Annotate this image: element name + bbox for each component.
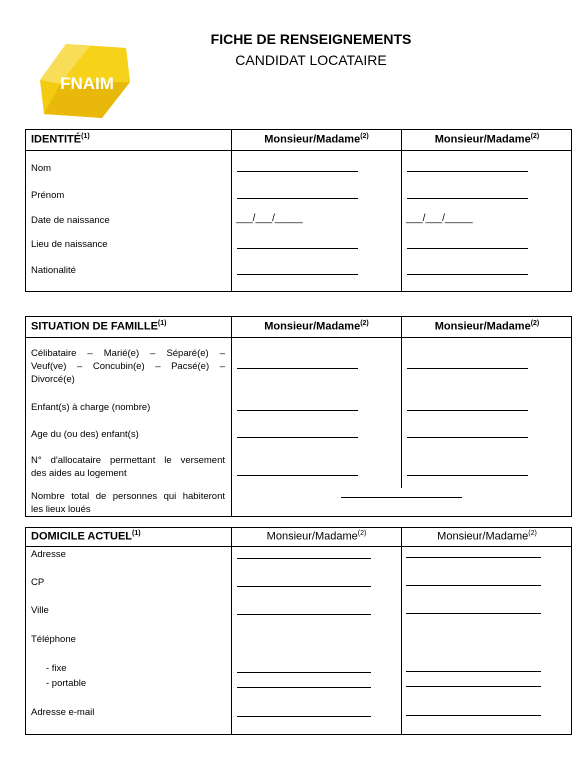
adresse-label: Adresse	[31, 549, 66, 560]
identite-section	[25, 129, 572, 292]
email-field-1[interactable]	[237, 716, 371, 717]
ville-field-2[interactable]	[406, 613, 541, 614]
total-personnes-label-line-1: Nombre total de personnes qui habiteront	[31, 491, 225, 502]
cp-label: CP	[31, 577, 45, 588]
total-personnes-field[interactable]	[341, 497, 462, 498]
fixe-field-2[interactable]	[406, 671, 541, 672]
famille-col-2-header: Monsieur/Madame$^{(2)}$	[434, 320, 540, 333]
lieu-naissance-field-2[interactable]	[407, 248, 528, 249]
fnaim-logo	[30, 40, 134, 122]
prenom-label: Prénom	[31, 190, 65, 201]
adresse-field-2[interactable]	[406, 557, 541, 558]
domicile-col-1-header: Monsieur/Madame$^{(2)}$	[266, 530, 367, 543]
identite-col-1-header: Monsieur/Madame$^{(2)}$	[264, 133, 369, 146]
lieu-naissance-field-1[interactable]	[237, 248, 358, 249]
prenom-field-2[interactable]	[407, 198, 528, 199]
allocataire-label-line-2: des aides au logement	[31, 468, 127, 479]
fixe-label: - fixe	[46, 663, 67, 674]
portable-field-1[interactable]	[237, 687, 371, 688]
age-enfants-field-2[interactable]	[407, 437, 528, 438]
famille-title: SITUATION DE FAMILLE$^{(1)}$	[31, 320, 167, 333]
enfants-field-2[interactable]	[407, 410, 528, 411]
date-naissance-label: Date de naissance	[31, 215, 110, 226]
domicile-col-2-header: Monsieur/Madame$^{(2)}$	[437, 530, 537, 543]
famille-col-1-header: Monsieur/Madame$^{(2)}$	[264, 320, 369, 333]
date-naissance-field-2[interactable]: ___/___/_____	[406, 213, 473, 224]
total-personnes-label-line-2: les lieux loués	[31, 504, 91, 515]
enfants-field-1[interactable]	[237, 410, 358, 411]
situation-status-line-1: Célibataire – Marié(e) – Séparé(e) –	[31, 348, 225, 359]
nationalite-field-1[interactable]	[237, 274, 358, 275]
nationalite-label: Nationalité	[31, 265, 76, 276]
adresse-field-1[interactable]	[237, 558, 371, 559]
allocataire-field-2[interactable]	[407, 475, 528, 476]
nom-field-2[interactable]	[407, 171, 528, 172]
cp-field-2[interactable]	[406, 585, 541, 586]
email-label: Adresse e-mail	[31, 707, 95, 718]
situation-field-1[interactable]	[237, 368, 358, 369]
situation-status-line-3: Divorcé(e)	[31, 374, 75, 385]
prenom-field-1[interactable]	[237, 198, 358, 199]
portable-label: - portable	[46, 678, 87, 689]
ville-label: Ville	[31, 605, 49, 616]
svg-text:FNAIM: FNAIM	[60, 74, 114, 93]
fixe-field-1[interactable]	[237, 672, 371, 673]
ville-field-1[interactable]	[237, 614, 371, 615]
cp-field-1[interactable]	[237, 586, 371, 587]
allocataire-field-1[interactable]	[237, 475, 358, 476]
identite-col-2-header: Monsieur/Madame$^{(2)}$	[434, 133, 540, 146]
form-title: FICHE DE RENSEIGNEMENTS	[210, 31, 412, 47]
age-enfants-field-1[interactable]	[237, 437, 358, 438]
nom-field-1[interactable]	[237, 171, 358, 172]
identite-title: IDENTITÉ$^{(1)}$	[31, 133, 90, 146]
enfants-label: Enfant(s) à charge (nombre)	[31, 402, 151, 413]
lieu-naissance-label: Lieu de naissance	[31, 239, 108, 250]
email-field-2[interactable]	[406, 715, 541, 716]
portable-field-2[interactable]	[406, 686, 541, 687]
nationalite-field-2[interactable]	[407, 274, 528, 275]
form-subtitle: CANDIDAT LOCATAIRE	[235, 52, 387, 68]
domicile-title: DOMICILE ACTUEL$^{(1)}$	[31, 530, 141, 543]
situation-field-2[interactable]	[407, 368, 528, 369]
nom-label: Nom	[31, 163, 52, 174]
age-enfants-label: Age du (ou des) enfant(s)	[31, 429, 139, 440]
telephone-label: Téléphone	[31, 634, 76, 645]
situation-status-line-2: Veuf(ve) – Concubin(e) – Pacsé(e) –	[31, 361, 225, 372]
allocataire-label-line-1: N° d'allocataire permettant le versement	[31, 455, 225, 466]
date-naissance-field-1[interactable]: ___/___/_____	[236, 213, 303, 224]
